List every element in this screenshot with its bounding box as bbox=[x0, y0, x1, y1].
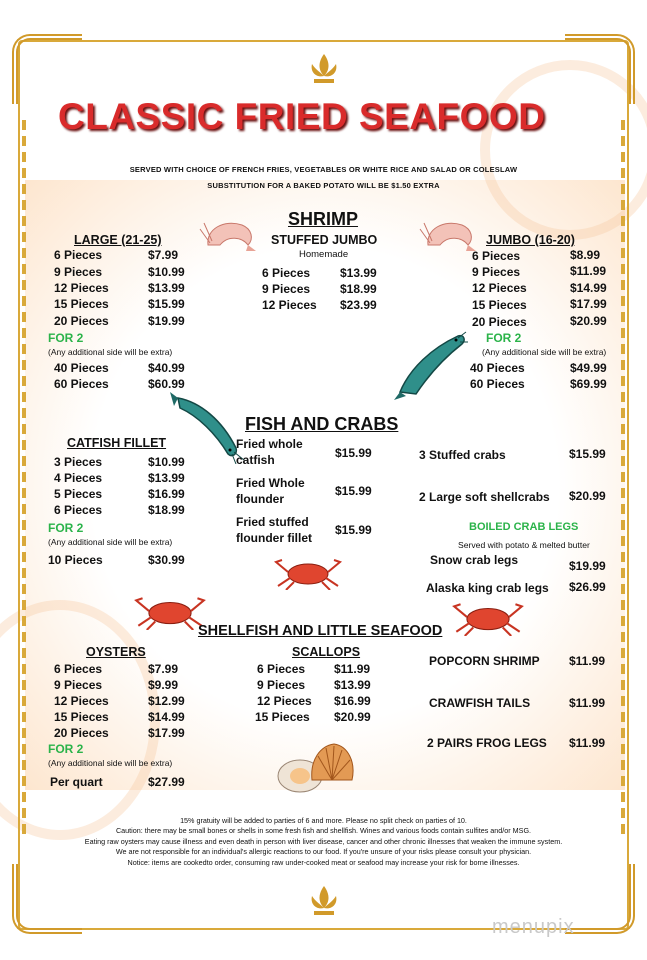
menu-item-label: 3 Stuffed crabs bbox=[419, 448, 506, 462]
watermark: menupix bbox=[492, 916, 575, 938]
subtitle-substitution: SUBSTITUTION FOR A BAKED POTATO WILL BE $1.50 EXTRA bbox=[207, 181, 440, 190]
catfish-fillet-heading: CATFISH FILLET bbox=[67, 436, 167, 450]
boiled-note: Served with potato & melted butter bbox=[458, 540, 590, 550]
menu-item-price: $13.99 bbox=[334, 678, 371, 692]
menu-item-label: POPCORN SHRIMP bbox=[429, 654, 540, 668]
menu-item-label: 12 Pieces bbox=[257, 694, 312, 708]
side-note: (Any additional side will be extra) bbox=[482, 347, 607, 357]
footer-line: We are not responsible for an individual's allergic reactions to our food. If you're unsure of your risks please consult your physician. bbox=[115, 847, 532, 857]
menu-item-price: $16.99 bbox=[334, 694, 371, 708]
crab-icon bbox=[450, 600, 526, 636]
menu-item-label: 15 Pieces bbox=[472, 298, 527, 312]
menu-item-price: $10.99 bbox=[148, 455, 185, 469]
menu-item-label: Fried whole bbox=[236, 437, 303, 451]
menu-item-label: 9 Pieces bbox=[54, 678, 103, 692]
corner-ornament bbox=[565, 864, 635, 934]
menu-item-label: flounder fillet bbox=[236, 531, 312, 545]
menu-item-label: Fried Whole bbox=[236, 476, 305, 490]
menu-item-label: 12 Pieces bbox=[54, 694, 109, 708]
menu-item-label: 9 Pieces bbox=[262, 282, 311, 296]
menu-item-price: $12.99 bbox=[148, 694, 185, 708]
menu-item-price: $13.99 bbox=[148, 471, 185, 485]
shrimp-large-heading: LARGE (21-25) bbox=[74, 233, 162, 247]
footer-notes bbox=[0, 816, 647, 868]
menu-item-label: 9 Pieces bbox=[54, 265, 103, 279]
menu-item-price: $27.99 bbox=[148, 775, 185, 789]
menu-item-price: $15.99 bbox=[569, 447, 606, 461]
menu-item-price: $69.99 bbox=[570, 377, 607, 391]
shellfish-heading: SHELLFISH AND LITTLE SEAFOOD bbox=[198, 623, 443, 639]
menu-item-label: 20 Pieces bbox=[472, 315, 527, 329]
menu-item-label: 6 Pieces bbox=[257, 662, 306, 676]
menu-item-price: $26.99 bbox=[569, 580, 606, 594]
oyster-scallop-icon bbox=[274, 740, 358, 796]
menu-item-label: Alaska king crab legs bbox=[426, 581, 549, 595]
menu-item-label: 3 Pieces bbox=[54, 455, 103, 469]
menu-item-price: $13.99 bbox=[340, 266, 377, 280]
footer-line: 15% gratuity will be added to parties of 6 and more. Please no split check on parties of 10. bbox=[180, 816, 467, 825]
menu-item-label: 20 Pieces bbox=[54, 726, 109, 740]
menu-item-price: $14.99 bbox=[148, 710, 185, 724]
menu-item-price: $60.99 bbox=[148, 377, 185, 391]
menu-item-price: $17.99 bbox=[570, 297, 607, 311]
menu-item-label: 15 Pieces bbox=[54, 710, 109, 724]
menu-item-label: 9 Pieces bbox=[257, 678, 306, 692]
menu-item-price: $30.99 bbox=[148, 553, 185, 567]
corner-ornament bbox=[565, 34, 635, 104]
menu-item-price: $23.99 bbox=[340, 298, 377, 312]
menu-item-price: $40.99 bbox=[148, 361, 185, 375]
menu-item-label: 6 Pieces bbox=[54, 662, 103, 676]
menu-item-price: $11.99 bbox=[334, 662, 371, 676]
side-note: (Any additional side will be extra) bbox=[48, 537, 173, 547]
for-two-heading: FOR 2 bbox=[48, 742, 84, 756]
crab-icon bbox=[132, 594, 208, 630]
menu-item-price: $7.99 bbox=[148, 662, 179, 676]
menu-item-price: $15.99 bbox=[335, 446, 372, 460]
menu-item-label: 6 Pieces bbox=[472, 249, 521, 263]
menu-item-label: 5 Pieces bbox=[54, 487, 103, 501]
boiled-crab-legs-heading: BOILED CRAB LEGS bbox=[469, 521, 579, 533]
menu-item-price: $15.99 bbox=[335, 484, 372, 498]
menu-item-label: 9 Pieces bbox=[472, 265, 521, 279]
menu-item-price: $18.99 bbox=[148, 503, 185, 517]
menu-item-price: $20.99 bbox=[570, 314, 607, 328]
menu-item-label: 6 Pieces bbox=[54, 248, 103, 262]
menu-item-label: 15 Pieces bbox=[255, 710, 310, 724]
menu-item-price: $20.99 bbox=[334, 710, 371, 724]
shrimp-heading: SHRIMP bbox=[288, 209, 359, 229]
oysters-heading: OYSTERS bbox=[86, 645, 146, 659]
fleur-bottom-icon bbox=[304, 884, 344, 918]
menu-item-label: 4 Pieces bbox=[54, 471, 103, 485]
menu-item-price: $11.99 bbox=[570, 264, 607, 278]
for-two-heading: FOR 2 bbox=[48, 331, 84, 345]
corner-ornament bbox=[12, 864, 82, 934]
shrimp-icon bbox=[418, 215, 480, 257]
menu-item-label: 40 Pieces bbox=[470, 361, 525, 375]
menu-item-label: 15 Pieces bbox=[54, 297, 109, 311]
menu-item-price: $19.99 bbox=[148, 314, 185, 328]
side-ornament bbox=[621, 120, 625, 840]
menu-item-label: CRAWFISH TAILS bbox=[429, 696, 531, 710]
menu-item-price: $10.99 bbox=[148, 265, 185, 279]
menu-item-label: 2 PAIRS FROG LEGS bbox=[427, 736, 547, 750]
menu-item-price: $15.99 bbox=[148, 297, 185, 311]
menu-item-label: 40 Pieces bbox=[54, 361, 109, 375]
homemade-note: Homemade bbox=[299, 249, 349, 260]
menu-item-price: $11.99 bbox=[569, 736, 606, 750]
menu-item-price: $49.99 bbox=[570, 361, 607, 375]
page-title: CLASSIC FRIED SEAFOOD bbox=[58, 96, 546, 137]
menu-item-price: $15.99 bbox=[335, 523, 372, 537]
menu-item-price: $13.99 bbox=[148, 281, 185, 295]
menu-item-label: flounder bbox=[236, 492, 284, 506]
side-ornament bbox=[22, 120, 26, 840]
fleur-top-icon bbox=[304, 52, 344, 86]
menu-item-price: $18.99 bbox=[340, 282, 377, 296]
menu-item-label: 12 Pieces bbox=[54, 281, 109, 295]
menu-item-label: 10 Pieces bbox=[48, 553, 103, 567]
shrimp-jumbo-heading: JUMBO (16-20) bbox=[486, 233, 575, 247]
menu-item-label: Fried stuffed bbox=[236, 515, 309, 529]
menu-item-price: $11.99 bbox=[569, 696, 606, 710]
subtitle-sides: SERVED WITH CHOICE OF FRENCH FRIES, VEGETABLES OR WHITE RICE AND SALAD OR COLESLAW bbox=[129, 165, 518, 174]
menu-item-price: $20.99 bbox=[569, 489, 606, 503]
menu-item-label: 12 Pieces bbox=[472, 281, 527, 295]
scallops-heading: SCALLOPS bbox=[292, 645, 361, 659]
menu-item-price: $17.99 bbox=[148, 726, 185, 740]
side-note: (Any additional side will be extra) bbox=[48, 347, 173, 357]
menu-item-label: 60 Pieces bbox=[54, 377, 109, 391]
footer-line: Caution: there may be small bones or shells in some fresh fish and shellfish. Wines and various foods contain sulfites and/or MSG. bbox=[115, 826, 532, 836]
menu-item-price: $11.99 bbox=[569, 654, 606, 668]
menu-item-label: 20 Pieces bbox=[54, 314, 109, 328]
menu-item-label: catfish bbox=[236, 453, 275, 467]
side-note: (Any additional side will be extra) bbox=[48, 758, 173, 768]
menu-item-price: $9.99 bbox=[148, 678, 179, 692]
menu-item-label: 2 Large soft shellcrabs bbox=[419, 490, 550, 504]
footer-line: Notice: items are cookedto order, consuming raw under-cooked meat or seafood may increase your risk for borne illnesses. bbox=[127, 857, 520, 867]
menu-item-label: 6 Pieces bbox=[262, 266, 311, 280]
menu-item-price: $14.99 bbox=[570, 281, 607, 295]
menu-item-label: Snow crab legs bbox=[430, 553, 519, 567]
menu-item-label: 6 Pieces bbox=[54, 503, 103, 517]
shrimp-stuffed-heading: STUFFED JUMBO bbox=[271, 233, 378, 247]
menu-item-price: $16.99 bbox=[148, 487, 185, 501]
menu-item-label: 12 Pieces bbox=[262, 298, 317, 312]
for-two-heading: FOR 2 bbox=[486, 331, 522, 345]
footer-line: Eating raw oysters may cause illness and even death in person with liver disease, cancer and other chronic illnesses that weaken the immune system. bbox=[84, 836, 563, 846]
menu-item-price: $7.99 bbox=[148, 248, 179, 262]
menu-item-price: $8.99 bbox=[570, 248, 601, 262]
crab-icon bbox=[272, 556, 344, 590]
menu-item-label: Per quart bbox=[50, 775, 103, 789]
shrimp-icon bbox=[198, 215, 260, 257]
fish-crabs-heading: FISH AND CRABS bbox=[245, 414, 399, 434]
for-two-heading: FOR 2 bbox=[48, 521, 84, 535]
menu-item-label: 60 Pieces bbox=[470, 377, 525, 391]
menu-item-price: $19.99 bbox=[569, 559, 606, 573]
corner-ornament bbox=[12, 34, 82, 104]
catfish-icon bbox=[392, 328, 468, 402]
